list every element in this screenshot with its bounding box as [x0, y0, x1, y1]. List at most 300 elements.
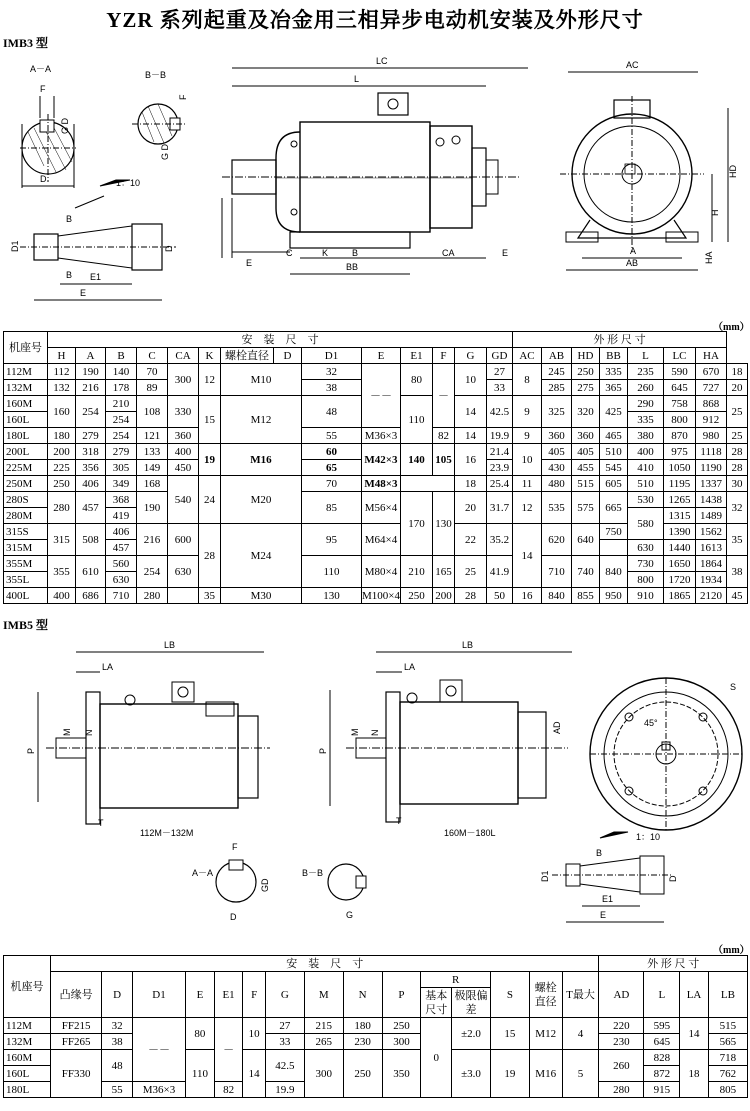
table-cell: 215 [304, 1018, 343, 1034]
table-cell: 740 [571, 556, 599, 588]
table-cell: 1934 [695, 572, 726, 588]
label-p-2: P [318, 747, 328, 754]
th-d1: D1 [302, 348, 362, 364]
table-cell: 30 [726, 476, 747, 492]
table-cell: 480 [541, 476, 571, 492]
label-b-top: B [66, 214, 73, 224]
table-cell [599, 540, 627, 556]
table-cell: ±2.0 [452, 1018, 491, 1050]
th5-frame: 机座号 [4, 956, 51, 1018]
table-cell: 315M [4, 540, 48, 556]
table-cell: 800 [627, 572, 663, 588]
table-row [4, 1034, 748, 1050]
table-cell: M12 [529, 1018, 562, 1050]
table-cell: 89 [137, 380, 168, 396]
th-bolt: 螺栓直径 [221, 348, 274, 364]
table-cell: M48×3 [362, 476, 401, 492]
table-cell: 112 [48, 364, 76, 380]
table-cell: 670 [695, 364, 726, 380]
table-cell: 130 [302, 588, 362, 604]
table-cell: 160M [4, 396, 48, 412]
table-cell: M80×4 [362, 556, 401, 588]
table-cell: 400 [48, 588, 76, 604]
table-cell: G [265, 972, 304, 1018]
table-cell: 975 [663, 444, 695, 460]
table-cell: 130 [432, 492, 454, 556]
table-cell: T最大 [562, 972, 599, 1018]
label-s: S [730, 682, 737, 692]
table-cell: 140 [400, 444, 432, 476]
table-cell: 180L [4, 1082, 51, 1098]
table-cell: 55 [102, 1082, 133, 1098]
table-cell: 225M [4, 460, 48, 476]
table-cell: 10 [512, 444, 541, 476]
table-cell: 330 [168, 396, 199, 428]
table-cell: 250 [382, 1018, 421, 1034]
table-cell: 360 [541, 428, 571, 444]
table-cell: 170 [400, 492, 432, 556]
table-cell: 35 [199, 588, 221, 604]
table-cell: 515 [708, 1018, 747, 1034]
label-bb-5: B－B [302, 868, 324, 878]
th5-outline: 外 形 尺 寸 [599, 956, 748, 972]
table-cell: 190 [137, 492, 168, 524]
table-cell: 1190 [695, 460, 726, 476]
table-cell: 32 [302, 364, 362, 380]
table-cell: 41.9 [486, 556, 512, 588]
table-cell: 645 [663, 380, 695, 396]
table-cell: 32 [726, 492, 747, 524]
label-aa: A－A [30, 64, 52, 74]
page-title [0, 4, 750, 34]
table-cell: 33 [486, 380, 512, 396]
table-cell: 149 [137, 460, 168, 476]
table-cell: 55 [302, 428, 362, 444]
table-cell: 275 [571, 380, 599, 396]
table-cell: 180 [343, 1018, 382, 1034]
table-cell: 螺栓直径 [529, 972, 562, 1018]
label-e-5: E [600, 910, 607, 920]
imb3-drawing [0, 48, 750, 316]
table-cell: 1720 [663, 572, 695, 588]
table-cell: 910 [627, 588, 663, 604]
table-cell: 405 [571, 444, 599, 460]
table-cell: 225 [48, 460, 76, 476]
label-ca: CA [442, 248, 455, 258]
table-cell: 210 [106, 396, 137, 412]
table-cell: 605 [599, 476, 627, 492]
label-ha: HA [704, 251, 714, 264]
table-cell: 406 [76, 476, 106, 492]
table-cell: 610 [76, 556, 106, 588]
table-cell: 16 [454, 444, 486, 476]
label-e-side: E [246, 258, 253, 268]
table-cell: 110 [302, 556, 362, 588]
table-cell: M24 [221, 524, 302, 588]
table-cell: 640 [571, 524, 599, 556]
table-cell: 630 [627, 540, 663, 556]
imb3-table [3, 331, 748, 604]
table-cell: 265 [304, 1034, 343, 1050]
table-cell: 285 [541, 380, 571, 396]
table-cell: 410 [627, 460, 663, 476]
label-taper-5: 1：10 [636, 832, 661, 842]
table-cell: 22 [454, 524, 486, 556]
table-cell: 80 [186, 1018, 215, 1050]
label-gd-aa: G D [60, 117, 70, 134]
table-cell: －－ [362, 364, 401, 428]
table-cell: M56×4 [362, 492, 401, 524]
table-cell: 1865 [663, 588, 695, 604]
table-cell: 20 [454, 492, 486, 524]
table-row [4, 476, 748, 492]
table-cell: 950 [599, 588, 627, 604]
table-cell: 38 [726, 556, 747, 588]
table-cell: 200 [48, 444, 76, 460]
table-cell: － [432, 364, 454, 428]
table-cell: 95 [302, 524, 362, 556]
table-cell: S [490, 972, 529, 1018]
label-m-2: M [350, 728, 360, 736]
table-cell: 335 [599, 364, 627, 380]
table-cell: 515 [571, 476, 599, 492]
table-cell: 254 [137, 556, 168, 588]
table-cell: 710 [541, 556, 571, 588]
table-cell: 545 [599, 460, 627, 476]
table-cell: 305 [106, 460, 137, 476]
table-cell: 915 [644, 1082, 680, 1098]
table-cell: 18 [454, 476, 486, 492]
label-g-5: G [346, 910, 354, 920]
table-row [4, 1050, 748, 1066]
table-cell: 35 [726, 524, 747, 556]
table-cell: 355M [4, 556, 48, 572]
table-cell: 216 [76, 380, 106, 396]
table-cell: 600 [168, 524, 199, 556]
table-cell: 280S [4, 492, 48, 508]
table-cell: 200L [4, 444, 48, 460]
table-cell: 686 [76, 588, 106, 604]
table-cell [168, 588, 199, 604]
table-cell: 70 [302, 476, 362, 492]
table-cell: 260 [627, 380, 663, 396]
table-cell: 425 [599, 396, 627, 428]
table-cell: － [214, 1018, 243, 1082]
table-cell: 28 [726, 460, 747, 476]
table-cell: AD [599, 972, 644, 1018]
table-cell: R [421, 972, 491, 988]
caption-2: 160M－180L [444, 828, 496, 838]
table-cell: 38 [102, 1034, 133, 1050]
table-row [4, 428, 748, 444]
table-cell: 355 [48, 556, 76, 588]
table-cell: M16 [221, 444, 302, 476]
label-lb-2: LB [462, 640, 474, 650]
table-cell: 27 [265, 1018, 304, 1034]
table-cell: 82 [214, 1082, 243, 1098]
table-cell: 180L [4, 428, 48, 444]
label-d-aa5: D [230, 912, 237, 922]
table-cell: 28 [454, 588, 486, 604]
imb5-unit: （mm） [713, 945, 750, 956]
th-f: F [432, 348, 454, 364]
table-cell: 318 [76, 444, 106, 460]
table-cell: 9 [512, 396, 541, 428]
table-cell: 235 [627, 364, 663, 380]
table-cell: 1118 [695, 444, 726, 460]
table-cell: 85 [302, 492, 362, 524]
label-hd: HD [728, 165, 738, 178]
table-row [4, 492, 748, 508]
th-e: E [362, 348, 401, 364]
label-f-bb: F [178, 94, 188, 100]
table-cell: 1195 [663, 476, 695, 492]
label-taper: 1：10 [116, 178, 141, 188]
label-gd-aa5: GD [260, 878, 270, 892]
th-ha: HA [695, 348, 726, 364]
label-la-2: LA [404, 662, 416, 672]
table-cell: 8 [512, 364, 541, 396]
table-cell: 10 [454, 364, 486, 396]
table-cell: 14 [454, 396, 486, 428]
th-bb: BB [599, 348, 627, 364]
table-cell: 260 [599, 1050, 644, 1082]
label-l: L [354, 74, 360, 84]
table-cell: LA [680, 972, 709, 1018]
table-cell: 590 [663, 364, 695, 380]
table-cell: 360 [168, 428, 199, 444]
table-cell: 132M [4, 1034, 51, 1050]
title-text: 系列起重及冶金用三相异步电动机安装及外形尺寸 [159, 8, 644, 32]
table-cell: 132M [4, 380, 48, 396]
label-t-2: T [396, 816, 402, 826]
table-cell: M20 [221, 476, 302, 524]
caption-1: 112M－132M [140, 828, 194, 838]
table-cell: 160M [4, 1050, 51, 1066]
table-cell: 1265 [663, 492, 695, 508]
table-cell: LB [708, 972, 747, 1018]
label-p-1: P [26, 747, 36, 754]
table-cell: 828 [644, 1050, 680, 1066]
table-cell: 4 [562, 1018, 599, 1050]
table-cell: 25 [726, 428, 747, 444]
table-cell: 580 [627, 508, 663, 540]
table-cell: 108 [137, 396, 168, 428]
th-outline: 外 形 尺 寸 [512, 332, 726, 348]
th-a: A [76, 348, 106, 364]
imb5-section-label: IMB5 型 [3, 618, 49, 632]
table-cell: M100×4 [362, 589, 400, 602]
table-cell: 28 [726, 444, 747, 460]
table-cell: 25 [726, 396, 747, 428]
th-frame: 机座号 [4, 332, 48, 364]
table-cell: 1438 [695, 492, 726, 508]
table-cell: 216 [137, 524, 168, 556]
table-cell: D1 [132, 972, 185, 1018]
imb3-unit: （mm） [713, 322, 750, 333]
table-cell: 320 [571, 396, 599, 428]
label-n-1: N [84, 729, 94, 736]
table-cell: 42.5 [486, 396, 512, 428]
th-d: D [274, 348, 302, 364]
table-cell: 凸缘号 [51, 972, 102, 1018]
table-cell: M12 [221, 396, 302, 444]
table-cell: 168 [137, 476, 168, 492]
table-cell: 16 [512, 588, 541, 604]
table-cell: 250 [571, 364, 599, 380]
table-cell: 178 [106, 380, 137, 396]
label-m-1: M [62, 728, 72, 736]
table-cell: 727 [695, 380, 726, 396]
table-cell: 465 [599, 428, 627, 444]
th-e1: E1 [400, 348, 432, 364]
table-cell: 19 [490, 1050, 529, 1098]
label-h: H [710, 209, 720, 216]
table-cell: 380 [627, 428, 663, 444]
label-ad: AD [552, 721, 562, 734]
table-cell: 840 [541, 588, 571, 604]
table-cell: 80 [400, 364, 432, 396]
table-cell: 280 [48, 492, 76, 524]
table-cell: M [304, 972, 343, 1018]
table-cell: 27 [486, 364, 512, 380]
table-cell: 840 [599, 556, 627, 588]
table-cell: 9 [512, 428, 541, 444]
table-cell: 300 [304, 1050, 343, 1098]
table-cell: 750 [599, 524, 627, 540]
table-cell: 48 [302, 396, 362, 428]
table-cell: 14 [680, 1018, 709, 1050]
table-cell: M30 [221, 588, 302, 604]
th-ca: CA [168, 348, 199, 364]
label-45deg: 45° [644, 718, 658, 728]
table-cell: 280M [4, 508, 48, 524]
label-gd-bb: G D [160, 143, 170, 160]
label-e-taper: E [80, 288, 87, 298]
table-cell: 400 [627, 444, 663, 460]
label-f-aa: F [40, 84, 46, 94]
table-cell: 42.5 [265, 1050, 304, 1082]
table-cell: 530 [627, 492, 663, 508]
table-cell: M64×4 [362, 524, 401, 556]
table-cell: 758 [663, 396, 695, 412]
table-cell: 65 [302, 460, 362, 476]
th-lc: LC [663, 348, 695, 364]
table-cell: 762 [708, 1066, 747, 1082]
label-la-1: LA [102, 662, 114, 672]
table-cell: E1 [214, 972, 243, 1018]
table-cell: 315 [48, 524, 76, 556]
table-cell: 1337 [695, 476, 726, 492]
table-cell: 508 [76, 524, 106, 556]
table-cell: M42×3 [362, 444, 401, 476]
table-cell: 535 [541, 492, 571, 524]
table-cell: 12 [199, 364, 221, 396]
table-cell: 400L [4, 588, 48, 604]
table-cell: 419 [106, 508, 137, 524]
label-d-aa: D [40, 174, 47, 184]
table-cell: 855 [571, 588, 599, 604]
table-cell: 254 [106, 412, 137, 428]
table-cell: 2120 [695, 588, 726, 604]
table-cell: 360 [571, 428, 599, 444]
table-cell: 980 [695, 428, 726, 444]
label-bb: B－B [145, 70, 167, 80]
table-cell: 400 [168, 444, 199, 460]
imb5-drawing [0, 630, 750, 942]
table-cell: 868 [695, 396, 726, 412]
table-row [4, 1018, 748, 1034]
table-cell: 19 [199, 444, 221, 476]
table-cell: 25 [454, 556, 486, 588]
table-cell: 325 [541, 396, 571, 428]
table-cell: 220 [599, 1018, 644, 1034]
table-cell: 180 [48, 428, 76, 444]
table-cell: 254 [76, 396, 106, 428]
table-cell: 160 [48, 396, 76, 428]
table-cell: 18 [680, 1050, 709, 1098]
th5-install: 安 装 尺 寸 [51, 956, 599, 972]
table-cell: 350 [382, 1050, 421, 1098]
table-cell: M36×3 [362, 428, 401, 444]
table-cell: 133 [137, 444, 168, 460]
table-cell: 1864 [695, 556, 726, 572]
table-cell: 335 [627, 412, 663, 428]
table-cell: 132 [48, 380, 76, 396]
table-cell: 565 [708, 1034, 747, 1050]
table-cell: 450 [168, 460, 199, 476]
label-e1: E1 [90, 272, 102, 282]
th-ab: AB [541, 348, 571, 364]
table-cell: 15 [199, 396, 221, 444]
table-cell: 0 [421, 1018, 452, 1098]
table-cell: 82 [432, 428, 454, 444]
table-cell: 1489 [695, 508, 726, 524]
table-cell: 110 [400, 396, 432, 444]
imb3-section-label: IMB3 型 [3, 36, 49, 50]
label-d1: D1 [10, 240, 20, 252]
table-cell: N [343, 972, 382, 1018]
th-l: L [627, 348, 663, 364]
table-cell: 112M [4, 364, 48, 380]
table-cell: 805 [708, 1082, 747, 1098]
table-cell: 10 [243, 1018, 266, 1050]
table-cell: 230 [343, 1034, 382, 1050]
table-cell: 1315 [663, 508, 695, 524]
table-cell: M10 [221, 364, 302, 396]
table-cell: 575 [571, 492, 599, 524]
table-cell: ±3.0 [452, 1050, 491, 1098]
label-aa-5: A－A [192, 868, 214, 878]
table-cell: 基本尺寸 [421, 988, 452, 1018]
table-cell: 160L [4, 412, 48, 428]
table-cell: 19.9 [265, 1082, 304, 1098]
table-row [4, 588, 748, 604]
table-cell: 730 [627, 556, 663, 572]
table-cell: 368 [106, 492, 137, 508]
table-cell: 110 [186, 1050, 215, 1098]
table-cell: 50 [486, 588, 512, 604]
table-cell: 630 [106, 572, 137, 588]
table-cell: M36×3 [132, 1082, 185, 1098]
table-cell: 645 [644, 1034, 680, 1050]
table-cell: 160L [4, 1066, 51, 1082]
table-cell: 1390 [663, 524, 695, 540]
label-n-2: N [370, 729, 380, 736]
table-cell: 14 [512, 524, 541, 588]
th-gd: GD [486, 348, 512, 364]
table-cell: 45 [726, 588, 747, 604]
